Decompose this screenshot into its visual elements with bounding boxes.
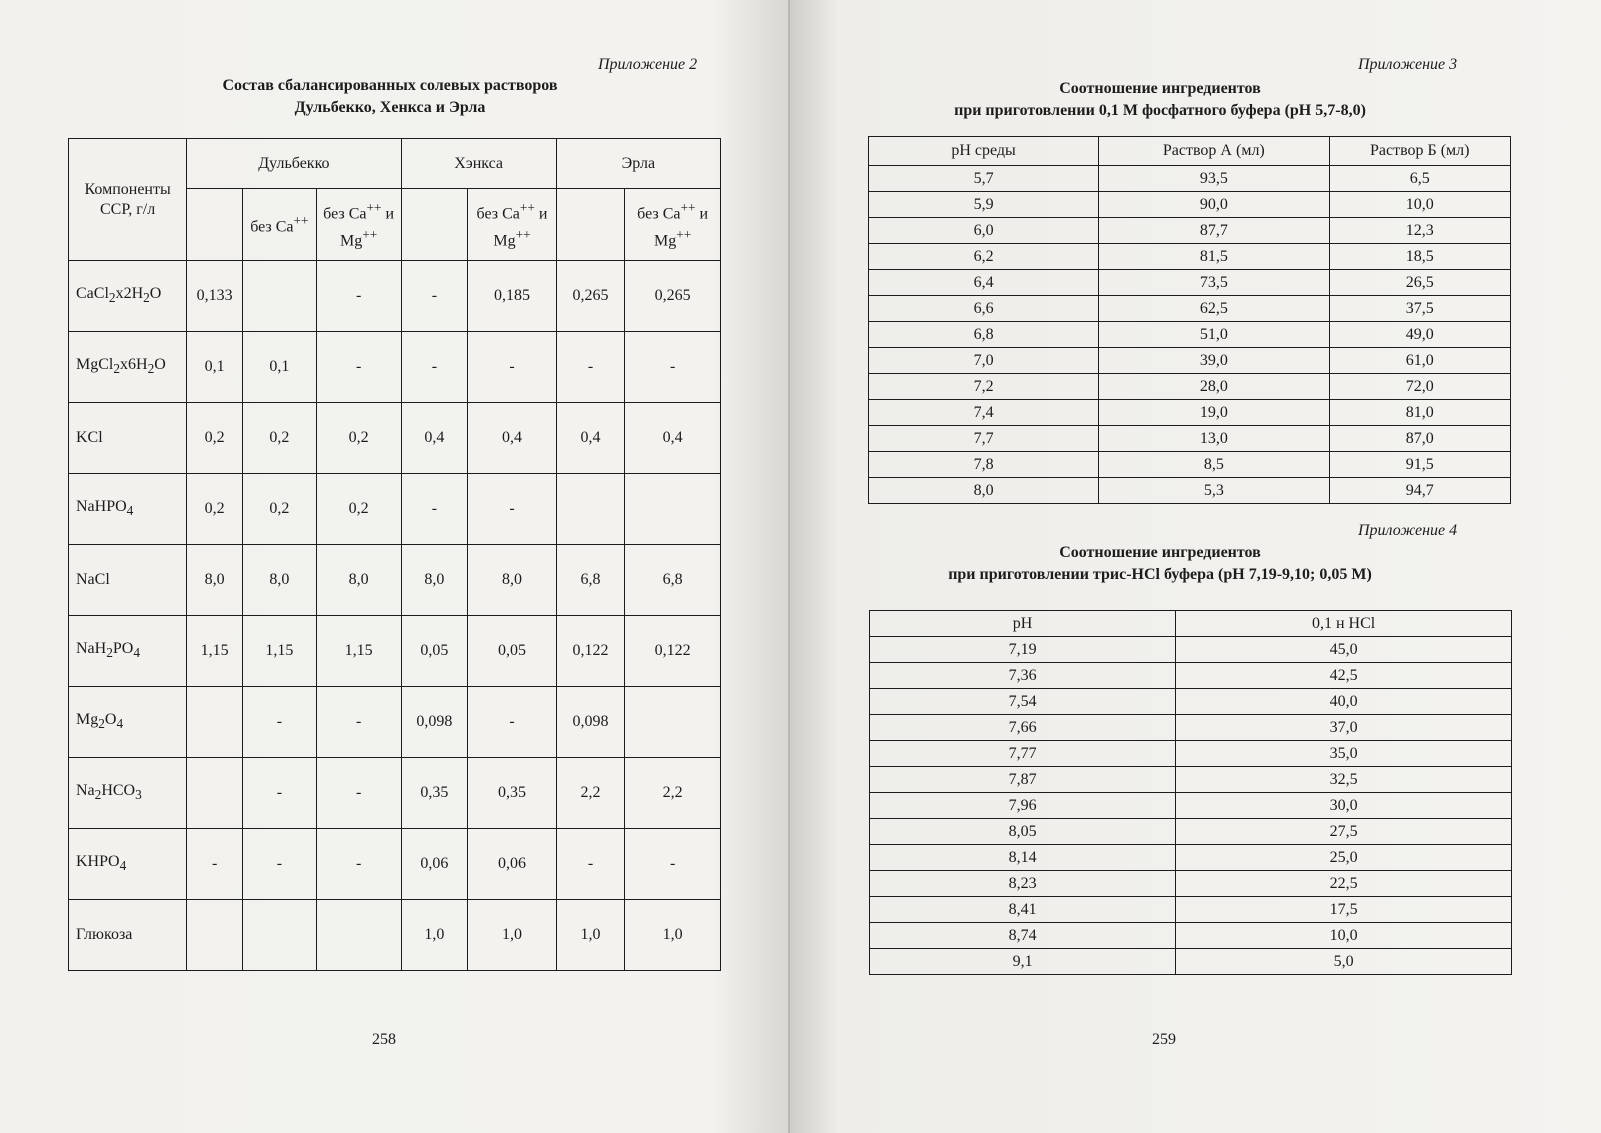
table-cell: 7,96 — [870, 793, 1176, 819]
table-row — [69, 261, 721, 332]
table-cell: 61,0 — [1329, 348, 1510, 374]
table-row — [869, 400, 1511, 426]
table-cell: 7,36 — [870, 663, 1176, 689]
header-ph-medium: pH среды — [869, 137, 1099, 166]
table-cell: 0,185 — [468, 261, 556, 332]
group-hanks: Хэнкса — [401, 139, 556, 189]
table-cell: 0,133 — [187, 261, 243, 332]
table-row — [869, 478, 1511, 504]
table-cell: 6,8 — [556, 545, 624, 616]
table-cell: 6,6 — [869, 296, 1099, 322]
table-cell — [625, 474, 721, 545]
table-cell: 8,0 — [316, 545, 401, 616]
table-cell: 94,7 — [1329, 478, 1510, 504]
table-cell: 0,06 — [468, 829, 556, 900]
table-cell: 7,8 — [869, 452, 1099, 478]
table-cell: - — [243, 687, 317, 758]
page-number-258: 258 — [372, 1031, 396, 1048]
table-row — [870, 949, 1512, 975]
left-page — [0, 0, 790, 1133]
appendix-2-label: Приложение 2 — [598, 56, 698, 73]
table-cell: 42,5 — [1176, 663, 1512, 689]
table-cell: - — [243, 829, 317, 900]
appendix-4-title — [880, 542, 1440, 586]
table-cell: 0,4 — [468, 403, 556, 474]
table-row — [69, 616, 721, 687]
phosphate-buffer-table — [868, 136, 1511, 504]
table-cell: 6,5 — [1329, 166, 1510, 192]
col-earle-full — [556, 189, 624, 261]
component-name: $Na_2HCO_3$ — [69, 758, 187, 829]
table-cell: 5,0 — [1176, 949, 1512, 975]
table-row — [870, 871, 1512, 897]
table-cell: 1,0 — [625, 900, 721, 971]
table-cell: 1,15 — [243, 616, 317, 687]
header-solution-a: Раствор А (мл) — [1099, 137, 1329, 166]
table-cell — [187, 687, 243, 758]
table-cell: 8,74 — [870, 923, 1176, 949]
header-hcl: 0,1 н HCl — [1176, 611, 1512, 637]
table-row — [870, 845, 1512, 871]
table-cell: 19,0 — [1099, 400, 1329, 426]
table-row — [870, 793, 1512, 819]
table-cell: 0,098 — [556, 687, 624, 758]
table-cell: - — [556, 332, 624, 403]
table-cell: - — [187, 829, 243, 900]
table-row — [69, 758, 721, 829]
table-cell: 90,0 — [1099, 192, 1329, 218]
table-cell — [187, 758, 243, 829]
table-cell: 7,2 — [869, 374, 1099, 400]
table-row — [870, 897, 1512, 923]
table-cell: 0,2 — [316, 474, 401, 545]
table-cell: 37,5 — [1329, 296, 1510, 322]
table-cell: 6,8 — [625, 545, 721, 616]
table-row — [69, 687, 721, 758]
table-cell: 51,0 — [1099, 322, 1329, 348]
table-cell: 0,35 — [468, 758, 556, 829]
table-cell: 6,4 — [869, 270, 1099, 296]
table-cell: 5,3 — [1099, 478, 1329, 504]
table-cell: 8,05 — [870, 819, 1176, 845]
table-cell — [556, 474, 624, 545]
table-cell: 1,0 — [556, 900, 624, 971]
table-cell: - — [316, 758, 401, 829]
table-cell: 8,23 — [870, 871, 1176, 897]
header-ph: pH — [870, 611, 1176, 637]
table-cell: 13,0 — [1099, 426, 1329, 452]
table-cell: - — [468, 474, 556, 545]
table-cell: 1,0 — [401, 900, 468, 971]
table-cell: 87,7 — [1099, 218, 1329, 244]
table-row — [870, 923, 1512, 949]
component-name: $MgCl_2x6H_2O$ — [69, 332, 187, 403]
table-cell: 9,1 — [870, 949, 1176, 975]
table-row — [69, 332, 721, 403]
table-cell: - — [556, 829, 624, 900]
table-cell: 7,54 — [870, 689, 1176, 715]
table-cell: 32,5 — [1176, 767, 1512, 793]
table-cell: 27,5 — [1176, 819, 1512, 845]
table-cell: - — [316, 332, 401, 403]
table-cell: 8,0 — [187, 545, 243, 616]
component-name: $CaCl_2x2H_2O$ — [69, 261, 187, 332]
table-row — [69, 829, 721, 900]
table-cell: 0,2 — [243, 474, 317, 545]
table-row — [870, 689, 1512, 715]
tris-buffer-table — [869, 610, 1512, 975]
table-cell: 0,265 — [625, 261, 721, 332]
col-dulbecco-no-ca: без Ca++ — [243, 189, 317, 261]
appendix-3-label: Приложение 3 — [1358, 56, 1458, 73]
table-cell: 5,9 — [869, 192, 1099, 218]
table-cell: - — [316, 829, 401, 900]
table-cell: 6,0 — [869, 218, 1099, 244]
table-row — [870, 637, 1512, 663]
table-row — [869, 192, 1511, 218]
table-row — [869, 296, 1511, 322]
table-cell: 0,05 — [401, 616, 468, 687]
table-cell: 0,05 — [468, 616, 556, 687]
table-row — [869, 348, 1511, 374]
table-cell: 0,35 — [401, 758, 468, 829]
table-cell: - — [316, 687, 401, 758]
table-cell: 49,0 — [1329, 322, 1510, 348]
col-hanks-no-ca-mg: без Ca++ и Mg++ — [468, 189, 556, 261]
table-cell: 87,0 — [1329, 426, 1510, 452]
table-cell: 8,0 — [468, 545, 556, 616]
table-cell: 10,0 — [1176, 923, 1512, 949]
table-cell: 81,0 — [1329, 400, 1510, 426]
col-earle-no-ca-mg: без Ca++ и Mg++ — [625, 189, 721, 261]
appendix-4-title-line-2: при приготовлении трис-HCl буфера (pH 7,19-9,10; 0,05 М) — [948, 566, 1372, 583]
components-header: Компоненты ССР, г/л — [69, 139, 187, 261]
col-dulbecco-full — [187, 189, 243, 261]
table-cell — [316, 900, 401, 971]
table-row — [869, 322, 1511, 348]
table-cell: 25,0 — [1176, 845, 1512, 871]
table-cell: 72,0 — [1329, 374, 1510, 400]
table-cell: 2,2 — [556, 758, 624, 829]
table-cell: 7,19 — [870, 637, 1176, 663]
table-row — [869, 166, 1511, 192]
table-row — [870, 715, 1512, 741]
header-solution-b: Раствор Б (мл) — [1329, 137, 1510, 166]
table-cell: 8,0 — [401, 545, 468, 616]
table-row — [869, 452, 1511, 478]
table-cell: 1,15 — [316, 616, 401, 687]
appendix-2-title — [150, 75, 630, 119]
table-cell: 0,122 — [556, 616, 624, 687]
table-row — [870, 767, 1512, 793]
table-cell: 6,8 — [869, 322, 1099, 348]
table-cell: 26,5 — [1329, 270, 1510, 296]
table-cell: 30,0 — [1176, 793, 1512, 819]
table-row — [870, 819, 1512, 845]
appendix-4-label: Приложение 4 — [1358, 522, 1458, 539]
table-cell: 18,5 — [1329, 244, 1510, 270]
table-cell: 0,098 — [401, 687, 468, 758]
table-row — [69, 474, 721, 545]
table-cell: 22,5 — [1176, 871, 1512, 897]
table-cell: 7,66 — [870, 715, 1176, 741]
table-cell: 7,87 — [870, 767, 1176, 793]
table-cell: 0,4 — [556, 403, 624, 474]
title-line-1: Состав сбалансированных солевых растворов — [222, 77, 558, 94]
table-cell: 12,3 — [1329, 218, 1510, 244]
table-cell: - — [468, 332, 556, 403]
table-cell: 0,1 — [243, 332, 317, 403]
table-cell: 1,15 — [187, 616, 243, 687]
table-cell: 8,0 — [243, 545, 317, 616]
group-earle: Эрла — [556, 139, 720, 189]
appendix-4-title-line-1: Соотношение ингредиентов — [1059, 544, 1261, 561]
appendix-3-title-line-2: при приготовлении 0,1 М фосфатного буфера (pH 5,7-8,0) — [954, 102, 1366, 119]
table-cell: 81,5 — [1099, 244, 1329, 270]
table-cell: 17,5 — [1176, 897, 1512, 923]
col-hanks-full — [401, 189, 468, 261]
col-dulbecco-no-ca-mg: без Ca++ и Mg++ — [316, 189, 401, 261]
table-cell: 28,0 — [1099, 374, 1329, 400]
table-cell: - — [401, 474, 468, 545]
table-cell: 91,5 — [1329, 452, 1510, 478]
table-cell: 0,265 — [556, 261, 624, 332]
table-row — [870, 741, 1512, 767]
table-cell — [187, 900, 243, 971]
table-cell: 1,0 — [468, 900, 556, 971]
table-cell: - — [401, 332, 468, 403]
table-cell: 0,2 — [187, 474, 243, 545]
table-cell: 7,77 — [870, 741, 1176, 767]
table-cell: 7,4 — [869, 400, 1099, 426]
group-dulbecco: Дульбекко — [187, 139, 401, 189]
table-cell: 8,5 — [1099, 452, 1329, 478]
table-cell: 0,2 — [243, 403, 317, 474]
appendix-3-title — [880, 78, 1440, 122]
table-cell: 35,0 — [1176, 741, 1512, 767]
table-cell: 2,2 — [625, 758, 721, 829]
table-cell: 0,1 — [187, 332, 243, 403]
table-cell: 45,0 — [1176, 637, 1512, 663]
table-cell: 8,0 — [869, 478, 1099, 504]
table-row — [69, 403, 721, 474]
page-number-259: 259 — [1152, 1031, 1176, 1048]
table-cell: - — [243, 758, 317, 829]
component-name: $Mg_2O_4$ — [69, 687, 187, 758]
table-row — [869, 374, 1511, 400]
table-cell: - — [625, 332, 721, 403]
table-cell: 40,0 — [1176, 689, 1512, 715]
table-cell: 0,122 — [625, 616, 721, 687]
table-row — [69, 545, 721, 616]
table-cell: 0,2 — [187, 403, 243, 474]
table-cell: 62,5 — [1099, 296, 1329, 322]
table-row — [869, 244, 1511, 270]
tris-table-body — [870, 637, 1512, 975]
table-cell — [243, 900, 317, 971]
phosphate-table-body — [869, 166, 1511, 504]
title-line-2: Дульбекко, Хенкса и Эрла — [294, 99, 486, 116]
table-cell: 39,0 — [1099, 348, 1329, 374]
table-cell: - — [625, 829, 721, 900]
table-cell: 8,41 — [870, 897, 1176, 923]
table-row — [869, 270, 1511, 296]
table-cell: 10,0 — [1329, 192, 1510, 218]
table-row — [69, 900, 721, 971]
table-cell: 7,7 — [869, 426, 1099, 452]
component-name: $KHPO_4$ — [69, 829, 187, 900]
table-cell: - — [401, 261, 468, 332]
table-cell: - — [468, 687, 556, 758]
table-row — [870, 663, 1512, 689]
table-cell: 0,2 — [316, 403, 401, 474]
table-row — [869, 426, 1511, 452]
component-name: $NaH_2PO_4$ — [69, 616, 187, 687]
table-row — [869, 218, 1511, 244]
table-cell: 0,06 — [401, 829, 468, 900]
table-cell — [625, 687, 721, 758]
component-name: Глюкоза — [69, 900, 187, 971]
table-cell: 37,0 — [1176, 715, 1512, 741]
table-cell: 5,7 — [869, 166, 1099, 192]
table-cell: 7,0 — [869, 348, 1099, 374]
table-cell: 0,4 — [625, 403, 721, 474]
table-cell: 6,2 — [869, 244, 1099, 270]
table-cell: - — [316, 261, 401, 332]
table-cell: 8,14 — [870, 845, 1176, 871]
component-name: NaHPO$_4$ — [69, 474, 187, 545]
table-cell: 93,5 — [1099, 166, 1329, 192]
table-cell: 73,5 — [1099, 270, 1329, 296]
salt-solutions-table — [68, 138, 721, 971]
component-name: NaCl — [69, 545, 187, 616]
table-cell: 0,4 — [401, 403, 468, 474]
salt-table-body — [69, 261, 721, 971]
table-cell — [243, 261, 317, 332]
appendix-3-title-line-1: Соотношение ингредиентов — [1059, 80, 1261, 97]
component-name: KCl — [69, 403, 187, 474]
